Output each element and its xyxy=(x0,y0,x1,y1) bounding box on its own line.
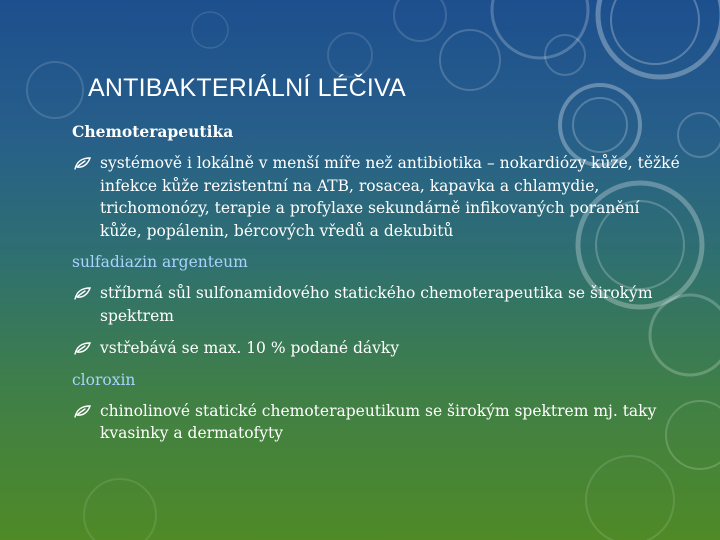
bullet-list xyxy=(72,282,682,360)
section-heading-sulfadiazin: sulfadiazin argenteum xyxy=(72,253,248,271)
section-heading-cloroxin: cloroxin xyxy=(72,370,136,389)
list-item xyxy=(72,152,682,242)
leaf-bullet-icon xyxy=(74,342,91,355)
leaf-bullet-icon xyxy=(74,157,91,170)
leaf-bullet-icon xyxy=(74,287,91,300)
bullet-list xyxy=(72,400,682,445)
bullet-text: chinolinové statické chemoterapeutikum se širokým spektrem mj. taky kvasinky a dermatofyty xyxy=(100,401,657,442)
list-item xyxy=(72,282,682,327)
bullet-text: vstřebává se max. 10 % podané dávky xyxy=(100,339,400,357)
list-item xyxy=(72,337,682,360)
bullet-list xyxy=(72,152,682,242)
section-heading-chemoterapeutika: Chemoterapeutika xyxy=(72,122,234,141)
slide-content xyxy=(72,118,682,455)
bullet-text: stříbrná sůl sulfonamidového statického chemoterapeutika se širokým spektrem xyxy=(100,284,653,325)
slide-title: ANTIBAKTERIÁLNÍ LÉČIVA xyxy=(88,74,406,102)
list-item xyxy=(72,400,682,445)
bullet-text: systémově i lokálně v menší míře než antibiotika – nokardiózy kůže, těžké infekce kůže rezistentní na ATB, rosacea, kapavka a chlamydie, trichomonózy, terapie a profylaxe sekundárně infikovaných poranění kůže, popálenin, bércových vředů a dekubitů xyxy=(100,154,680,240)
leaf-bullet-icon xyxy=(74,405,91,418)
